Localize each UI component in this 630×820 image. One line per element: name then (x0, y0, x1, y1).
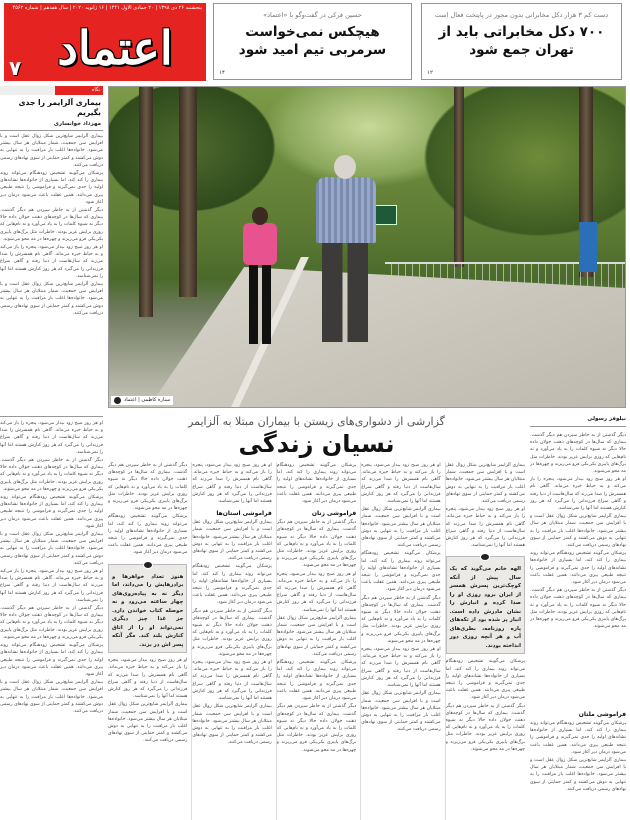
paragraph: دیگر گذشتن از به خاطر سپردن هم دیگر گذشت. بیماری که سال‌ها در کوچه‌های ذهنت جولان داده حالا دیگر نه شیوه کلمات را به یاد می‌آورد و نه نام‌هایی که روزی برایش عزیز بودند. خاطرات مثل برگ‌های پاییزی یکی‌یکی فرو می‌ریزند و چهره‌ها در مه محو می‌شوند. (276, 704, 357, 753)
paragraph: بیماری آلزایمر شایع‌ترین شکل زوال عقل است و با افزایش سن جمعیت، شمار مبتلایان هر سال بیشتر می‌شود. خانواده‌ها اغلب بار مراقبت را به تنهایی به دوش می‌کشند و کمتر حمایتی از سوی نهادهای رسمی دریافت می‌کنند. (530, 514, 626, 549)
opinion-author: مهرداد خوانساری (53, 121, 101, 127)
pull-quote (108, 564, 187, 654)
paragraph: دیگر گذشتن از به خاطر سپردن هم دیگر گذشت. بیماری که سال‌ها در کوچه‌های ذهنت جولان داده حالا دیگر نه شیوه کلمات را به یاد می‌آورد و نه نام‌هایی که روزی برایش عزیز بودند. خاطرات مثل برگ‌های پاییزی یکی‌یکی فرو می‌ریزند و چهره‌ها در مه محو می‌شوند. (192, 608, 272, 657)
article-main (108, 411, 525, 820)
article-body (108, 462, 525, 820)
paragraph: بیماری آلزایمر شایع‌ترین شکل زوال عقل است و با افزایش سن جمعیت، شمار مبتلایان هر سال بیشتر می‌شود. خانواده‌ها اغلب بار مراقبت را به تنهایی به دوش می‌کشند و کمتر حمایتی از سوی نهادهای رسمی دریافت می‌کنند. (0, 282, 103, 316)
tree-trunk (139, 87, 153, 317)
quote-icon (480, 553, 490, 561)
pull-quote (446, 556, 525, 654)
teaser-box-football[interactable] (213, 3, 412, 80)
paragraph: پزشکان می‌گویند تشخیص زودهنگام می‌تواند روند بیماری را کند کند، اما بسیاری از خانواده‌ها نشانه‌های اولیه را جدی نمی‌گیرند و فراموشی را نتیجه طبیعی پیری می‌دانند. همین غفلت باعث می‌شود درمان دیر آغاز شود. (530, 551, 626, 586)
pull-quote-text: الهه خانم می‌گوید که یک سال پیش از آنکه کوچک‌ترین پسرش همسر از ایران برود روزی او را صدا کرده و انبارش را نشان مادرش داده است. انبار پر شده بود از تکه‌های پاره روزنامه، بطری‌های آب و هر آنچه روزی دور انداخته بودند. (449, 566, 521, 649)
article-author: نیلوفر رسولی (530, 412, 626, 427)
opinion-headline[interactable]: بیماری آلزایمر را جدی بگیریم (18, 98, 101, 117)
article-text (530, 720, 626, 820)
camera-icon (114, 397, 121, 404)
paragraph: دیگر گذشتن از به خاطر سپردن هم دیگر گذشت. بیماری که سال‌ها در کوچه‌های ذهنت جولان داده حالا دیگر نه شیوه کلمات را به یاد می‌آورد و نه نام‌هایی که روزی برایش عزیز بودند. خاطرات مثل برگ‌های پاییزی یکی‌یکی فرو می‌ریزند و چهره‌ها در مه محو می‌شوند. (107, 463, 188, 512)
girl-shirt (243, 223, 277, 265)
paragraph: دیگر گذشتن از به خاطر سپردن هم دیگر گذشت. بیماری که سال‌ها در کوچه‌های ذهنت جولان داده حالا دیگر نه شیوه کلمات را به یاد می‌آورد و نه نام‌هایی که روزی برایش عزیز بودند. خاطرات مثل برگ‌های پاییزی یکی‌یکی فرو می‌ریزند و چهره‌ها در مه محو می‌شوند. (0, 208, 103, 242)
teaser-kicker: دست کم ۳ هزار دکل مخابراتی بدون مجوز در پایتخت فعال است (434, 11, 609, 19)
teaser-page: ۱۲ (427, 70, 433, 76)
paragraph: دیگر گذشتن از به خاطر سپردن هم دیگر گذشت. بیماری که سال‌ها در کوچه‌های ذهنت جولان داده حالا دیگر نه شیوه کلمات را به یاد می‌آورد و نه نام‌هایی که روزی برایش عزیز بودند. خاطرات مثل برگ‌های پاییزی یکی‌یکی فرو می‌ریزند و چهره‌ها در مه محو می‌شوند. (530, 588, 626, 630)
paragraph: پزشکان می‌گویند تشخیص زودهنگام می‌تواند روند بیماری را کند کند، اما بسیاری از خانواده‌ها نشانه‌های اولیه را جدی نمی‌گیرند و فراموشی را نتیجه طبیعی پیری می‌دانند. همین غفلت باعث می‌شود درمان دیر آغاز شود. (107, 514, 188, 556)
paragraph: دیگر گذشتن از به خاطر سپردن هم دیگر گذشت. بیماری که سال‌ها در کوچه‌های ذهنت جولان داده حالا دیگر نه شیوه کلمات را به یاد می‌آورد و نه نام‌هایی که روزی برایش عزیز بودند. خاطرات مثل برگ‌های پاییزی یکی‌یکی فرو می‌ریزند و چهره‌ها در مه محو می‌شوند. (0, 606, 103, 640)
opinion-column (0, 86, 103, 412)
pull-quote-text: هنوز تعداد خواهرها و برادرهایش را می‌داند، اما دیگر نه به پیاده‌روی‌های چهار ساعته می‌رود و نه حوصله کتاب خواندن دارد. جز غذا چیز دیگری نمی‌تواند او را از اتاق کنارش بلند کند. مگر آنکه پسر اش در بزند. (111, 573, 184, 648)
paragraph: او هر روز صبح زود بیدار می‌شود، پنجره را باز می‌کند و به حیاط خیره می‌ماند. گاهی نام همسرش را صدا می‌زند که سال‌هاست از دنیا رفته و گاهی سراغ فرزندانی را می‌گیرد که هر روز کنارش هستند اما آنها را نمی‌شناسد. (192, 463, 272, 505)
article-headline[interactable]: نسیان زندگی (238, 430, 395, 458)
paragraph: بیماری آلزایمر شایع‌ترین شکل زوال عقل است و با افزایش سن جمعیت، شمار مبتلایان هر سال بیشتر می‌شود. خانواده‌ها اغلب بار مراقبت را به تنهایی به دوش می‌کشند و کمتر حمایتی از سوی نهادهای رسمی دریافت می‌کنند. (361, 691, 441, 733)
paragraph: او هر روز صبح زود بیدار می‌شود، پنجره را باز می‌کند و به حیاط خیره می‌ماند. گاهی نام همسرش را صدا می‌زند که سال‌هاست از دنیا رفته و گاهی سراغ فرزندانی را می‌گیرد که هر روز کنارش هستند اما آنها را نمی‌شناسد. (361, 463, 441, 505)
paragraph: او هر روز صبح زود بیدار می‌شود، پنجره را باز می‌کند و به حیاط خیره می‌ماند. گاهی نام همسرش را صدا می‌زند که سال‌هاست از دنیا رفته و گاهی سراغ فرزندانی را می‌گیرد که هر روز کنارش هستند اما آنها را نمی‌شناسد. (445, 507, 525, 549)
elderly-man-shirt (316, 177, 376, 243)
paragraph: او هر روز صبح زود بیدار می‌شود، پنجره را باز می‌کند و به حیاط خیره می‌ماند. گاهی نام همسرش را صدا می‌زند که سال‌هاست از دنیا رفته و گاهی سراغ فرزندانی را می‌گیرد که هر روز کنارش هستند اما آنها را نمی‌شناسد. (530, 477, 626, 512)
paragraph: بیماری آلزایمر شایع‌ترین شکل زوال عقل است و با افزایش سن جمعیت، شمار مبتلایان هر سال بیشتر می‌شود. خانواده‌ها اغلب بار مراقبت را به تنهایی به دوش می‌کشند و کمتر حمایتی از سوی نهادهای رسمی دریافت می‌کنند. (192, 520, 272, 562)
opinion-tag: نگاه (55, 86, 103, 95)
paragraph: پزشکان می‌گویند تشخیص زودهنگام می‌تواند روند بیماری را کند کند، اما بسیاری از خانواده‌ها نشانه‌های اولیه را جدی نمی‌گیرند و فراموشی را نتیجه طبیعی پیری می‌دانند. همین غفلت باعث می‌شود درمان دیر آغاز شود. (0, 643, 103, 677)
paragraph: دیگر گذشتن از به خاطر سپردن هم دیگر گذشت. بیماری که سال‌ها در کوچه‌های ذهنت جولان داده حالا دیگر نه شیوه کلمات را به یاد می‌آورد و نه نام‌هایی که روزی برایش عزیز بودند. خاطرات مثل برگ‌های پاییزی یکی‌یکی فرو می‌ریزند و چهره‌ها در مه محو می‌شوند. (445, 703, 525, 752)
opinion-continued (0, 416, 103, 820)
paragraph: پزشکان می‌گویند تشخیص زودهنگام می‌تواند روند بیماری را کند کند، اما بسیاری از خانواده‌ها نشانه‌های اولیه را جدی نمی‌گیرند و فراموشی را نتیجه طبیعی پیری می‌دانند. همین غفلت باعث می‌شود درمان دیر آغاز شود. (530, 721, 626, 755)
date-line: پنجشنبه ۲۶ دی ۱۳۹۸ | ۲۰ جمادی الاول ۱۴۴۱ | ۱۶ ژانویه ۲۰۲۰ | سال هفدهم | شماره ۴۵۶۲ (12, 5, 202, 11)
elderly-man (322, 242, 368, 342)
body-column (360, 462, 440, 820)
tree-trunk (454, 87, 464, 267)
subhead: فراموشی ملتان (578, 711, 626, 718)
elderly-man-head (334, 155, 356, 179)
body-column (108, 462, 187, 820)
paragraph: بیماری آلزایمر شایع‌ترین شکل زوال عقل است و با افزایش سن جمعیت، شمار مبتلایان هر سال بیشتر می‌شود. خانواده‌ها اغلب بار مراقبت را به تنهایی به دوش می‌کشند و کمتر حمایتی از سوی نهادهای رسمی دریافت می‌کنند. (0, 680, 103, 714)
subhead: فراموشی استان‌ها (216, 510, 272, 518)
paragraph: دیگر گذشتن از به خاطر سپردن هم دیگر گذشت. بیماری که سال‌ها در کوچه‌های ذهنت جولان داده حالا دیگر نه شیوه کلمات را به یاد می‌آورد و نه نام‌هایی که روزی برایش عزیز بودند. خاطرات مثل برگ‌های پاییزی یکی‌یکی فرو می‌ریزند و چهره‌ها در مه محو می‌شوند. (530, 433, 626, 475)
paragraph: او هر روز صبح زود بیدار می‌شود، پنجره را باز می‌کند و به حیاط خیره می‌ماند. گاهی نام همسرش را صدا می‌زند که سال‌هاست از دنیا رفته و گاهی سراغ فرزندانی را می‌گیرد که هر روز کنارش هستند اما آنها را نمی‌شناسد. (0, 245, 103, 279)
logo-wordmark: اعتماد (57, 21, 173, 75)
paragraph: بیماری آلزایمر شایع‌ترین شکل زوال عقل است و با افزایش سن جمعیت، شمار مبتلایان هر سال بیشتر می‌شود. خانواده‌ها اغلب بار مراقبت را به تنهایی به دوش می‌کشند و کمتر حمایتی از سوی نهادهای رسمی دریافت می‌کنند. (361, 507, 441, 549)
tag-row (0, 86, 103, 95)
masthead-logo[interactable] (4, 3, 206, 81)
paragraph: بیماری آلزایمر شایع‌ترین شکل زوال عقل است و با افزایش سن جمعیت، شمار مبتلایان هر سال بیشتر می‌شود. خانواده‌ها اغلب بار مراقبت را به تنهایی به دوش می‌کشند و کمتر حمایتی از سوی نهادهای رسمی دریافت می‌کنند. (192, 704, 272, 746)
paragraph: بیماری آلزایمر شایع‌ترین شکل زوال عقل است و با افزایش سن جمعیت، شمار مبتلایان هر سال بیشتر می‌شود. خانواده‌ها اغلب بار مراقبت را به تنهایی به دوش می‌کشند و کمتر حمایتی از سوی نهادهای رسمی دریافت می‌کنند. (107, 702, 188, 744)
paragraph: بیماری آلزایمر شایع‌ترین شکل زوال عقل است و با افزایش سن جمعیت، شمار مبتلایان هر سال بیشتر می‌شود. خانواده‌ها اغلب بار مراقبت را به تنهایی به دوش می‌کشند و کمتر حمایتی از سوی نهادهای رسمی دریافت می‌کنند. (0, 134, 103, 168)
paragraph: او هر روز صبح زود بیدار می‌شود، پنجره را باز می‌کند و به حیاط خیره می‌ماند. گاهی نام همسرش را صدا می‌زند که سال‌هاست از دنیا رفته و گاهی سراغ فرزندانی را می‌گیرد که هر روز کنارش هستند اما آنها را نمی‌شناسد. (0, 569, 103, 603)
paragraph: او هر روز صبح زود بیدار می‌شود، پنجره را باز می‌کند و به حیاط خیره می‌ماند. گاهی نام همسرش را صدا می‌زند که سال‌هاست از دنیا رفته و گاهی سراغ فرزندانی را می‌گیرد که هر روز کنارش هستند اما آنها را نمی‌شناسد. (276, 571, 357, 613)
quote-icon (143, 561, 153, 569)
paragraph: بیماری آلزایمر شایع‌ترین شکل زوال عقل است و با افزایش سن جمعیت، شمار مبتلایان هر سال بیشتر می‌شود. خانواده‌ها اغلب بار مراقبت را به تنهایی به دوش می‌کشند و کمتر حمایتی از سوی نهادهای رسمی دریافت می‌کنند. (445, 463, 525, 505)
paragraph: پزشکان می‌گویند تشخیص زودهنگام می‌تواند روند بیماری را کند کند، اما بسیاری از خانواده‌ها نشانه‌های اولیه را جدی نمی‌گیرند و فراموشی را نتیجه طبیعی پیری می‌دانند. همین غفلت باعث می‌شود درمان دیر آغاز شود. (192, 564, 272, 606)
main-photo[interactable] (108, 86, 626, 408)
paragraph: او هر روز صبح زود بیدار می‌شود، پنجره را باز می‌کند و به حیاط خیره می‌ماند. گاهی نام همسرش را صدا می‌زند که سال‌هاست از دنیا رفته و گاهی سراغ فرزندانی را می‌گیرد که هر روز کنارش هستند اما آنها را نمی‌شناسد. (107, 658, 188, 700)
article-lead (530, 432, 626, 707)
article-right-column (530, 412, 626, 820)
tag-rule (0, 86, 55, 95)
paragraph: پزشکان می‌گویند تشخیص زودهنگام می‌تواند روند بیماری را کند کند، اما بسیاری از خانواده‌ها نشانه‌های اولیه را جدی نمی‌گیرند و فراموشی را نتیجه طبیعی پیری می‌دانند. همین غفلت باعث می‌شود درمان دیر آغاز شود. (0, 171, 103, 205)
article-kicker: گزارشی از دشواری‌های زیستن با بیماران مبتلا به آلزایمر (188, 415, 445, 428)
body-column (445, 462, 525, 820)
paragraph: او هر روز صبح زود بیدار می‌شود، پنجره را باز می‌کند و به حیاط خیره می‌ماند. گاهی نام همسرش را صدا می‌زند که سال‌هاست از دنیا رفته و گاهی سراغ فرزندانی را می‌گیرد که هر روز کنارش هستند اما آنها را نمی‌شناسد. (361, 647, 441, 689)
paragraph: او هر روز صبح زود بیدار می‌شود، پنجره را باز می‌کند و به حیاط خیره می‌ماند. گاهی نام همسرش را صدا می‌زند که سال‌هاست از دنیا رفته و گاهی سراغ فرزندانی را می‌گیرد که هر روز کنارش هستند اما آنها را نمی‌شناسد. (192, 660, 272, 702)
girl (249, 264, 271, 344)
paragraph: دیگر گذشتن از به خاطر سپردن هم دیگر گذشت. بیماری که سال‌ها در کوچه‌های ذهنت جولان داده حالا دیگر نه شیوه کلمات را به یاد می‌آورد و نه نام‌هایی که روزی برایش عزیز بودند. خاطرات مثل برگ‌های پاییزی یکی‌یکی فرو می‌ریزند و چهره‌ها در مه محو می‌شوند. (0, 458, 103, 492)
paragraph: پزشکان می‌گویند تشخیص زودهنگام می‌تواند روند بیماری را کند کند، اما بسیاری از خانواده‌ها نشانه‌های اولیه را جدی نمی‌گیرند و فراموشی را نتیجه طبیعی پیری می‌دانند. همین غفلت باعث می‌شود درمان دیر آغاز شود. (276, 463, 357, 505)
photo-credit-text: ستاره کاظمی | اعتماد (124, 397, 171, 403)
body-column (276, 462, 356, 820)
paragraph: بیماری آلزایمر شایع‌ترین شکل زوال عقل است و با افزایش سن جمعیت، شمار مبتلایان هر سال بیشتر می‌شود. خانواده‌ها اغلب بار مراقبت را به تنهایی به دوش می‌کشند و کمتر حمایتی از سوی نهادهای رسمی دریافت می‌کنند. (530, 758, 626, 792)
paragraph: دیگر گذشتن از به خاطر سپردن هم دیگر گذشت. بیماری که سال‌ها در کوچه‌های ذهنت جولان داده حالا دیگر نه شیوه کلمات را به یاد می‌آورد و نه نام‌هایی که روزی برایش عزیز بودند. خاطرات مثل برگ‌های پاییزی یکی‌یکی فرو می‌ریزند و چهره‌ها در مه محو می‌شوند. (361, 595, 441, 644)
body-column (191, 462, 271, 820)
opinion-body (0, 133, 103, 412)
teaser-kicker: حسین فرکی در گفت‌وگو با «اعتماد» (263, 11, 362, 19)
subhead: فراموشی زنان (311, 510, 357, 518)
paragraph: پزشکان می‌گویند تشخیص زودهنگام می‌تواند روند بیماری را کند کند، اما بسیاری از خانواده‌ها نشانه‌های اولیه را جدی نمی‌گیرند و فراموشی را نتیجه طبیعی پیری می‌دانند. همین غفلت باعث می‌شود درمان دیر آغاز شود. (445, 659, 525, 701)
photo-credit (111, 396, 173, 405)
teaser-headline: ۷۰۰ دکل مخابراتی باید از تهران جمع شود (438, 24, 605, 58)
paragraph: دیگر گذشتن از به خاطر سپردن هم دیگر گذشت. بیماری که سال‌ها در کوچه‌های ذهنت جولان داده حالا دیگر نه شیوه کلمات را به یاد می‌آورد و نه نام‌هایی که روزی برایش عزیز بودند. خاطرات مثل برگ‌های پاییزی یکی‌یکی فرو می‌ریزند و چهره‌ها در مه محو می‌شوند. (276, 520, 357, 569)
teaser-box-telecom[interactable] (421, 3, 622, 80)
paragraph: پزشکان می‌گویند تشخیص زودهنگام می‌تواند روند بیماری را کند کند، اما بسیاری از خانواده‌ها نشانه‌های اولیه را جدی نمی‌گیرند و فراموشی را نتیجه طبیعی پیری می‌دانند. همین غفلت باعث می‌شود درمان دیر آغاز شود. (361, 551, 441, 593)
paragraph: پزشکان می‌گویند تشخیص زودهنگام می‌تواند روند بیماری را کند کند، اما بسیاری از خانواده‌ها نشانه‌های اولیه را جدی نمی‌گیرند و فراموشی را نتیجه طبیعی پیری می‌دانند. همین غفلت باعث می‌شود درمان دیر آغاز شود. (0, 495, 103, 529)
page-number: ۷ (9, 56, 22, 80)
trash-bin (579, 222, 597, 272)
paragraph: بیماری آلزایمر شایع‌ترین شکل زوال عقل است و با افزایش سن جمعیت، شمار مبتلایان هر سال بیشتر می‌شود. خانواده‌ها اغلب بار مراقبت را به تنهایی به دوش می‌کشند و کمتر حمایتی از سوی نهادهای رسمی دریافت می‌کنند. (276, 615, 357, 657)
girl-head (252, 207, 268, 225)
paragraph: پزشکان می‌گویند تشخیص زودهنگام می‌تواند روند بیماری را کند کند، اما بسیاری از خانواده‌ها نشانه‌های اولیه را جدی نمی‌گیرند و فراموشی را نتیجه طبیعی پیری می‌دانند. همین غفلت باعث می‌شود درمان دیر آغاز شود. (276, 660, 357, 702)
teaser-page: ۱۴ (219, 70, 225, 76)
divider (0, 130, 103, 131)
paragraph: او هر روز صبح زود بیدار می‌شود، پنجره را باز می‌کند و به حیاط خیره می‌ماند. گاهی نام همسرش را صدا می‌زند که سال‌هاست از دنیا رفته و گاهی سراغ فرزندانی را می‌گیرد که هر روز کنارش هستند اما آنها را نمی‌شناسد. (0, 421, 103, 455)
paragraph: بیماری آلزایمر شایع‌ترین شکل زوال عقل است و با افزایش سن جمعیت، شمار مبتلایان هر سال بیشتر می‌شود. خانواده‌ها اغلب بار مراقبت را به تنهایی به دوش می‌کشند و کمتر حمایتی از سوی نهادهای رسمی دریافت می‌کنند. (0, 532, 103, 566)
teaser-headline: هیچکس نمی‌خواست سرمربی تیم امید شود (238, 24, 387, 58)
